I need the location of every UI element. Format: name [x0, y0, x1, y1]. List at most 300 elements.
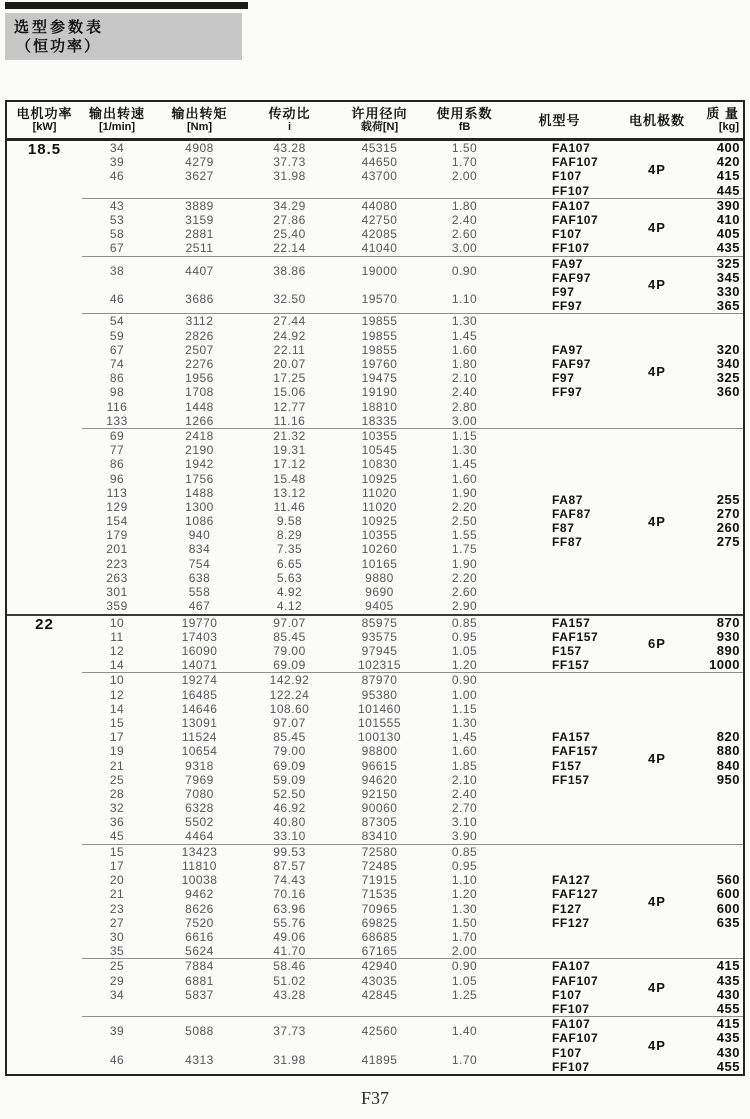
output-torque-cell: 1266 [185, 413, 214, 428]
service-factor-cell: 3.00 [451, 241, 478, 256]
poles-cell: 4P [648, 1038, 666, 1054]
service-factor-cell: 1.05 [451, 973, 478, 988]
output-torque-cell: 2881 [185, 227, 214, 242]
motor-power-value: 22 [35, 615, 54, 633]
ratio-cell: 34.29 [273, 198, 306, 213]
ratio-blocks [82, 141, 743, 614]
mass-cell: 880 [716, 743, 740, 759]
col-header-radial-load-label: 许用径向 [351, 106, 408, 121]
radial-load-cell: 100130 [357, 730, 402, 745]
model-cell: F107 [552, 169, 582, 184]
mass-cell: 455 [716, 1058, 740, 1074]
output-speed-cell: 14 [109, 701, 125, 716]
ratio-cell: 32.50 [273, 292, 306, 307]
table-row [82, 930, 502, 944]
mass-cell: 445 [716, 182, 740, 198]
output-speed-cell: 34 [109, 141, 125, 155]
service-factor-cell: 2.00 [451, 169, 478, 184]
ratio-cell: 4.12 [276, 599, 303, 614]
table-row [82, 759, 502, 773]
mass-cell: 260 [716, 520, 740, 536]
radial-load-cell: 72580 [361, 844, 398, 859]
ratio-cell: 38.86 [273, 263, 306, 278]
radial-load-cell: 18335 [361, 413, 398, 428]
table-row [82, 571, 502, 585]
service-factor-cell: 2.40 [451, 212, 478, 227]
ratio-cell: 108.60 [269, 701, 310, 716]
table-row [82, 585, 502, 599]
model-cell: FA97 [552, 342, 584, 357]
service-factor-cell: 1.45 [451, 457, 478, 472]
poles-cell: 4P [648, 219, 666, 235]
output-speed-cell: 67 [109, 241, 125, 256]
poles-cell: 4P [648, 363, 666, 379]
ratio-blocks [82, 616, 743, 1074]
output-speed-cell: 86 [109, 457, 125, 472]
gear-block [82, 958, 743, 1016]
mass-cell: 420 [716, 154, 740, 170]
ratio-cell: 70.16 [273, 887, 306, 902]
mass-cell: 840 [716, 757, 740, 773]
output-speed-cell: 46 [109, 292, 125, 307]
motor-power-value: 18.5 [27, 141, 62, 158]
page-number: F37 [360, 1088, 389, 1108]
radial-load-cell: 68685 [361, 929, 398, 944]
radial-load-cell: 97945 [361, 643, 398, 658]
output-torque-cell: 2190 [185, 443, 214, 458]
radial-load-cell: 93575 [361, 629, 398, 644]
table-row [82, 616, 502, 630]
gear-block [82, 256, 743, 314]
mass-cell: 270 [716, 506, 740, 522]
service-factor-cell: 1.50 [451, 915, 478, 930]
service-factor-cell: 1.30 [451, 314, 478, 329]
model-cell: FA97 [552, 256, 584, 271]
radial-load-cell: 67165 [361, 944, 398, 959]
mass-cell: 1000 [709, 657, 740, 673]
numeric-rows [82, 141, 502, 198]
service-factor-cell: 1.60 [451, 342, 478, 357]
model-cell: F87 [552, 521, 575, 536]
service-factor-cell: 1.15 [451, 701, 478, 716]
service-factor-cell: 1.80 [451, 356, 478, 371]
ratio-cell: 17.25 [273, 371, 306, 386]
output-torque-cell: 754 [188, 556, 211, 571]
ratio-cell: 9.58 [276, 514, 303, 529]
top-accent-bar [5, 2, 248, 9]
mass-cell: 340 [716, 356, 740, 371]
ratio-cell: 8.29 [276, 528, 303, 543]
service-factor-cell: 0.85 [451, 844, 478, 859]
radial-load-cell: 9880 [365, 570, 394, 585]
model-cell: FAF87 [552, 507, 592, 522]
radial-load-cell: 71535 [361, 887, 398, 902]
col-header-ratio [247, 102, 332, 138]
selection-parameter-table [5, 100, 745, 1076]
model-cell: FAF107 [552, 213, 599, 227]
ratio-cell: 55.76 [273, 915, 306, 930]
gear-block [82, 844, 743, 959]
table-row [82, 815, 502, 829]
radial-load-cell: 19760 [361, 356, 398, 371]
output-torque-cell: 1942 [185, 457, 214, 472]
ratio-cell: 79.00 [273, 744, 306, 759]
service-factor-cell: 2.20 [451, 570, 478, 585]
service-factor-cell: 2.40 [451, 786, 478, 801]
service-factor-cell: 2.90 [451, 599, 478, 614]
radial-load-cell: 45315 [361, 141, 398, 155]
mass-cell: 415 [716, 168, 740, 184]
ratio-cell: 87.57 [273, 858, 306, 873]
output-speed-cell: 27 [109, 915, 125, 930]
mass-cell: 870 [716, 614, 740, 630]
ratio-cell: 43.28 [273, 141, 306, 155]
col-header-output-torque [152, 102, 247, 138]
model-area [502, 845, 743, 959]
output-torque-cell: 3627 [185, 169, 214, 184]
output-torque-cell: 1300 [185, 499, 214, 514]
output-torque-cell: 3889 [185, 198, 214, 213]
radial-load-cell: 72485 [361, 858, 398, 873]
model-cell: F157 [552, 643, 582, 658]
model-cell: FAF107 [552, 1031, 599, 1046]
ratio-cell: 37.73 [273, 1024, 306, 1039]
model-cell: FA107 [552, 198, 591, 213]
service-factor-cell: 2.20 [451, 499, 478, 514]
ratio-cell: 25.40 [273, 227, 306, 242]
output-torque-cell: 11524 [182, 730, 217, 745]
service-factor-cell: 2.50 [451, 514, 478, 529]
output-torque-cell: 7969 [185, 772, 214, 787]
col-header-output-speed [82, 102, 152, 138]
output-speed-cell: 21 [109, 758, 125, 773]
col-header-radial-load [332, 102, 427, 138]
ratio-cell: 97.07 [273, 615, 306, 630]
service-factor-cell: 1.80 [451, 198, 478, 213]
table-row [82, 773, 502, 787]
mass-cell: 330 [716, 283, 740, 299]
ratio-cell: 6.65 [276, 556, 303, 571]
model-cell: FF107 [552, 1059, 590, 1074]
table-row [82, 329, 502, 343]
ratio-cell: 12.77 [273, 399, 306, 414]
ratio-cell: 59.09 [273, 772, 306, 787]
ratio-cell: 24.92 [273, 328, 306, 343]
output-speed-cell: 74 [109, 356, 125, 371]
table-row [82, 141, 502, 155]
ratio-cell: 13.12 [273, 485, 306, 500]
model-cell: FAF157 [552, 744, 599, 759]
output-speed-cell: 38 [109, 263, 125, 278]
mass-cell: 325 [716, 370, 740, 386]
output-speed-cell: 35 [109, 944, 125, 959]
gear-block [82, 1016, 743, 1074]
radial-load-cell: 43700 [361, 169, 398, 184]
output-torque-cell: 7520 [185, 915, 214, 930]
model-cell: F97 [552, 284, 575, 299]
table-row [82, 916, 502, 930]
mass-cell: 455 [716, 1000, 740, 1016]
table-row [82, 169, 502, 183]
output-speed-cell: 10 [109, 615, 125, 630]
ratio-cell: 58.46 [273, 959, 306, 974]
table-row [82, 644, 502, 658]
model-cell: FF107 [552, 183, 590, 198]
ratio-cell: 51.02 [273, 973, 306, 988]
numeric-rows [82, 959, 502, 1016]
service-factor-cell: 1.15 [451, 428, 478, 443]
output-speed-cell: 19 [109, 744, 125, 759]
mass-list [697, 199, 743, 256]
numeric-rows [82, 199, 502, 256]
radial-load-cell: 10925 [361, 514, 398, 529]
power-group [7, 141, 743, 614]
output-torque-cell: 6881 [185, 973, 214, 988]
service-factor-cell: 1.25 [451, 987, 478, 1002]
output-torque-cell: 558 [188, 585, 211, 600]
output-torque-cell: 6616 [185, 929, 214, 944]
radial-load-cell: 42750 [361, 212, 398, 227]
model-cell: FF87 [552, 535, 583, 550]
service-factor-cell: 2.80 [451, 399, 478, 414]
output-speed-cell: 11 [110, 629, 124, 644]
numeric-rows [82, 314, 502, 428]
output-torque-cell: 10038 [181, 873, 218, 888]
model-area [502, 257, 743, 314]
table-row [82, 974, 502, 988]
table-row [82, 658, 502, 672]
table-row [82, 673, 502, 687]
model-area [502, 199, 743, 256]
mass-cell: 820 [716, 729, 740, 745]
model-cell: F127 [552, 901, 582, 916]
col-header-motor-power-label: 电机功率 [16, 106, 73, 121]
mass-cell: 560 [716, 872, 740, 888]
model-cell: FA157 [552, 730, 591, 745]
ratio-cell: 43.28 [273, 987, 306, 1002]
table-row [82, 472, 502, 486]
page-subtitle: （恒功率） [16, 38, 102, 55]
service-factor-cell: 0.90 [451, 673, 478, 688]
output-speed-cell: 59 [109, 328, 125, 343]
output-torque-cell: 940 [188, 528, 211, 543]
output-speed-cell: 34 [109, 987, 125, 1002]
mass-cell: 410 [716, 212, 740, 227]
mass-cell: 430 [716, 986, 740, 1002]
ratio-cell: 142.92 [269, 673, 310, 688]
table-row [82, 873, 502, 887]
poles-cell: 4P [648, 513, 666, 529]
output-torque-cell: 16090 [181, 643, 218, 658]
output-torque-cell: 4908 [185, 141, 214, 155]
output-torque-cell: 834 [188, 542, 211, 557]
col-header-poles [617, 102, 697, 138]
radial-load-cell: 42940 [361, 959, 398, 974]
table-row [82, 630, 502, 644]
service-factor-cell: 3.00 [451, 413, 478, 428]
radial-load-cell: 10545 [361, 443, 398, 458]
table-row [82, 959, 502, 973]
model-area [502, 959, 743, 1016]
radial-load-cell: 19475 [361, 371, 398, 386]
table-row [82, 528, 502, 542]
service-factor-cell: 3.10 [451, 815, 478, 830]
model-cell: FAF97 [552, 357, 592, 371]
table-row [82, 429, 502, 443]
output-torque-cell: 11810 [182, 858, 217, 873]
mass-cell: 430 [716, 1044, 740, 1060]
mass-list [697, 616, 743, 673]
service-factor-cell: 1.50 [451, 141, 478, 155]
mass-cell: 360 [716, 384, 740, 400]
col-header-output-speed-unit: [1/min] [98, 121, 136, 133]
ratio-cell: 22.11 [273, 342, 306, 357]
ratio-cell: 19.31 [273, 443, 306, 458]
col-header-output-torque-label: 输出转矩 [171, 106, 228, 121]
ratio-cell: 5.63 [276, 570, 303, 585]
table-row [82, 292, 502, 306]
model-cell: FAF157 [552, 629, 599, 644]
radial-load-cell: 18810 [361, 399, 398, 414]
radial-load-cell: 96615 [361, 758, 398, 773]
numeric-rows [82, 845, 502, 959]
output-torque-cell: 4313 [185, 1052, 214, 1067]
model-area [502, 314, 743, 428]
output-speed-cell: 29 [109, 973, 125, 988]
output-torque-cell: 3159 [185, 212, 214, 227]
service-factor-cell: 0.95 [451, 858, 478, 873]
output-torque-cell: 2826 [185, 328, 214, 343]
output-torque-cell: 3112 [185, 314, 214, 329]
table-row [82, 829, 502, 843]
model-cell: FF157 [552, 658, 590, 673]
output-torque-cell: 4279 [185, 155, 214, 170]
radial-load-cell: 70965 [361, 901, 398, 916]
ratio-cell: 49.06 [273, 929, 306, 944]
service-factor-cell: 1.10 [451, 292, 478, 307]
radial-load-cell: 19570 [361, 292, 398, 307]
output-torque-cell: 2276 [185, 356, 214, 371]
ratio-cell: 7.35 [276, 542, 303, 557]
mass-list [697, 730, 743, 787]
output-torque-cell: 14646 [181, 701, 218, 716]
ratio-cell: 27.86 [273, 212, 306, 227]
table-row [82, 744, 502, 758]
output-torque-cell: 9318 [185, 758, 214, 773]
col-header-ratio-label: 传动比 [268, 106, 311, 121]
ratio-cell: 21.32 [273, 428, 306, 443]
service-factor-cell: 3.90 [451, 829, 478, 844]
table-row [82, 702, 502, 716]
table-row [82, 887, 502, 901]
radial-load-cell: 19855 [361, 328, 398, 343]
output-speed-cell: 10 [109, 673, 125, 688]
service-factor-cell: 1.55 [451, 528, 478, 543]
mass-cell: 390 [716, 197, 740, 213]
poles-cell: 4P [648, 161, 666, 177]
table-row [82, 227, 502, 241]
gear-block [82, 313, 743, 428]
mass-list [697, 873, 743, 930]
radial-load-cell: 42560 [361, 1024, 398, 1039]
model-list [502, 873, 617, 930]
service-factor-cell: 1.70 [451, 929, 478, 944]
model-cell: FF127 [552, 915, 590, 930]
radial-load-cell: 83410 [361, 829, 398, 844]
service-factor-cell: 2.10 [451, 772, 478, 787]
radial-load-cell: 101555 [357, 715, 402, 730]
model-area [502, 141, 743, 198]
output-speed-cell: 263 [106, 570, 128, 585]
mass-cell: 435 [716, 1030, 740, 1046]
mass-cell: 600 [716, 900, 740, 916]
model-cell: FF107 [552, 1001, 590, 1016]
table-row [82, 902, 502, 916]
mass-cell: 405 [716, 226, 740, 242]
gear-block [82, 141, 743, 198]
ratio-cell: 31.98 [273, 169, 306, 184]
ratio-cell: 37.73 [273, 155, 306, 170]
col-header-motor-power [7, 102, 82, 138]
ratio-cell: 79.00 [273, 643, 306, 658]
table-row [82, 716, 502, 730]
mass-cell: 275 [716, 534, 740, 550]
mass-cell: 325 [716, 255, 740, 271]
model-cell: FA107 [552, 959, 591, 974]
mass-cell: 415 [716, 1016, 740, 1032]
table-row [82, 486, 502, 500]
mass-cell: 255 [716, 491, 740, 507]
table-row [82, 1024, 502, 1038]
radial-load-cell: 98800 [361, 744, 398, 759]
service-factor-cell: 0.90 [451, 959, 478, 974]
output-torque-cell: 3686 [185, 292, 214, 307]
output-torque-cell: 16485 [181, 687, 218, 702]
ratio-cell: 40.80 [273, 815, 306, 830]
output-speed-cell: 96 [109, 471, 125, 486]
table-row [82, 988, 502, 1002]
output-speed-cell: 12 [109, 643, 125, 658]
mass-cell: 600 [716, 886, 740, 902]
table-body [7, 141, 743, 1074]
ratio-cell: 11.16 [273, 413, 306, 428]
service-factor-cell: 1.70 [451, 1052, 478, 1067]
output-speed-cell: 86 [109, 371, 125, 386]
output-torque-cell: 9462 [185, 887, 214, 902]
mass-list [697, 257, 743, 314]
service-factor-cell: 1.45 [451, 328, 478, 343]
radial-load-cell: 19855 [361, 314, 398, 329]
radial-load-cell: 94620 [361, 772, 398, 787]
radial-load-cell: 44080 [361, 198, 398, 213]
model-list [502, 1017, 617, 1074]
col-header-output-speed-label: 输出转速 [88, 106, 145, 121]
radial-load-cell: 19000 [361, 263, 398, 278]
model-cell: FA157 [552, 615, 591, 630]
table-row [82, 500, 502, 514]
col-header-ratio-unit: i [287, 121, 292, 133]
col-header-output-torque-unit: [Nm] [186, 121, 213, 133]
mass-cell: 435 [716, 240, 740, 256]
gear-block [82, 428, 743, 614]
service-factor-cell: 2.60 [451, 585, 478, 600]
output-torque-cell: 1708 [185, 385, 214, 400]
output-torque-cell: 1086 [185, 514, 214, 529]
output-speed-cell: 67 [109, 342, 125, 357]
mass-cell: 950 [716, 771, 740, 787]
table-row [82, 801, 502, 815]
radial-load-cell: 69825 [361, 915, 398, 930]
